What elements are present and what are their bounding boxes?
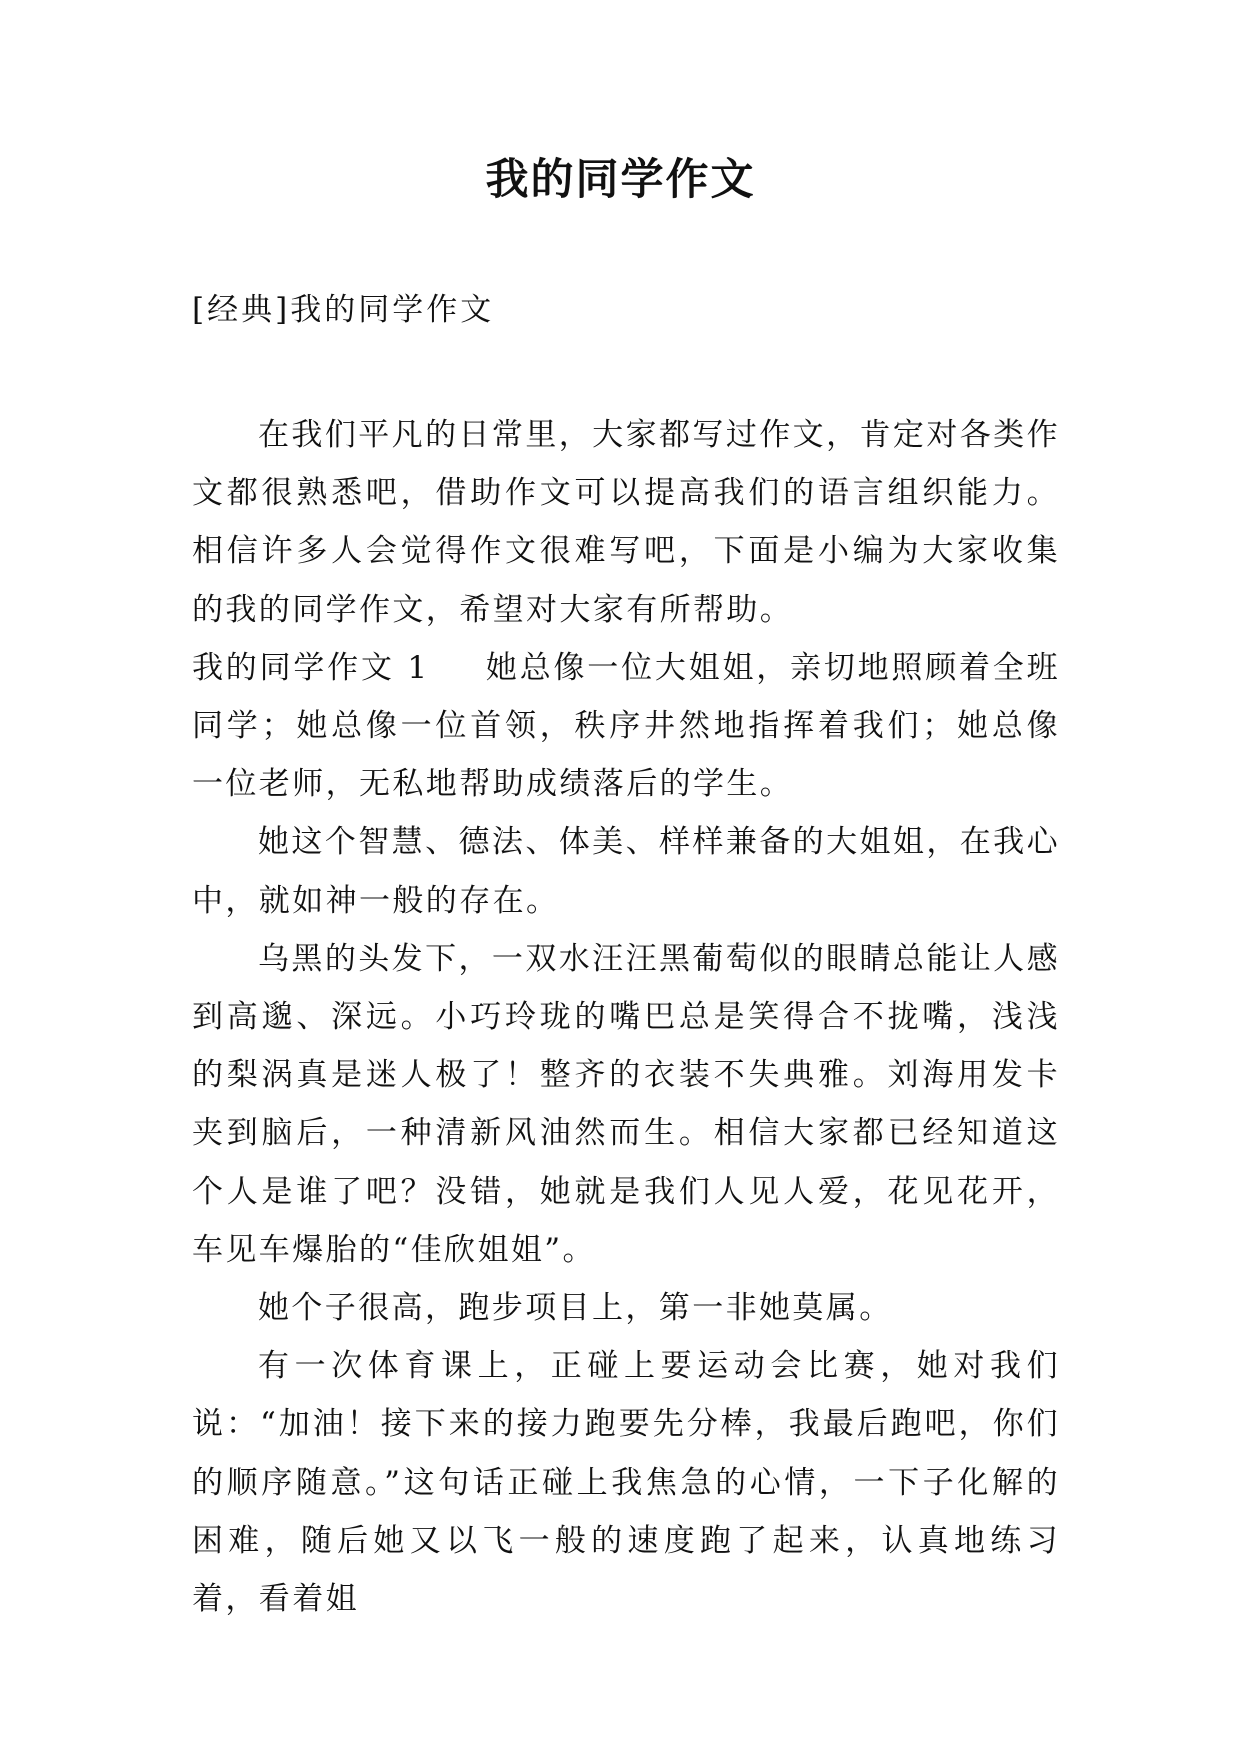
document-subtitle: [经典]我的同学作文 [192,292,495,328]
paragraph-text: 乌黑的头发下，一双水汪汪黑葡萄似的眼睛总能让人感到高邈、深远。小巧玲珑的嘴巴总是笑得合不拢嘴，浅浅的梨涡真是迷人极了！整齐的衣装不失典雅。刘海用发卡夹到脑后，一种清新风油然而生。相信大家都已经知道这个人是谁了吧？没错，她就是我们人见人爱，花见花开，车见车爆胎的“佳欣姐姐”。 [192,940,1060,1268]
paragraph [192,930,1060,1279]
paragraph-text: 她总像一位大姐姐，亲切地照顾着全班同学；她总像一位首领，秩序井然地指挥着我们；她总像一位老师，无私地帮助成绩落后的学生。 [192,649,1060,803]
paragraph-intro [192,406,1060,639]
paragraph-text: 她个子很高，跑步项目上，第一非她莫属。 [258,1290,893,1327]
document-title: 我的同学作文 [485,155,756,205]
paragraph-text: 她这个智慧、德法、体美、样样兼备的大姐姐，在我心中，就如神一般的存在。 [192,824,1060,919]
paragraph-text: 有一次体育课上，正碰上要运动会比赛，她对我们说：“加油！接下来的接力跑要先分棒，我最后跑吧，你们的顺序随意。”这句话正碰上我焦急的心情，一下子化解的困难，随后她又以飞一般的速度跑了起来，认真地练习着，看着姐 [192,1348,1060,1618]
paragraph [192,813,1060,929]
essay-heading: 我的同学作文 1 [192,649,430,686]
paragraph-text: 在我们平凡的日常里，大家都写过作文，肯定对各类作文都很熟悉吧，借助作文可以提高我们的语言组织能力。相信许多人会觉得作文很难写吧，下面是小编为大家收集的我的同学作文，希望对大家有所帮助。 [192,417,1060,628]
document-body [192,406,1060,1628]
paragraph [192,1279,1060,1337]
paragraph-essay-1 [192,639,1060,814]
paragraph [192,1337,1060,1628]
